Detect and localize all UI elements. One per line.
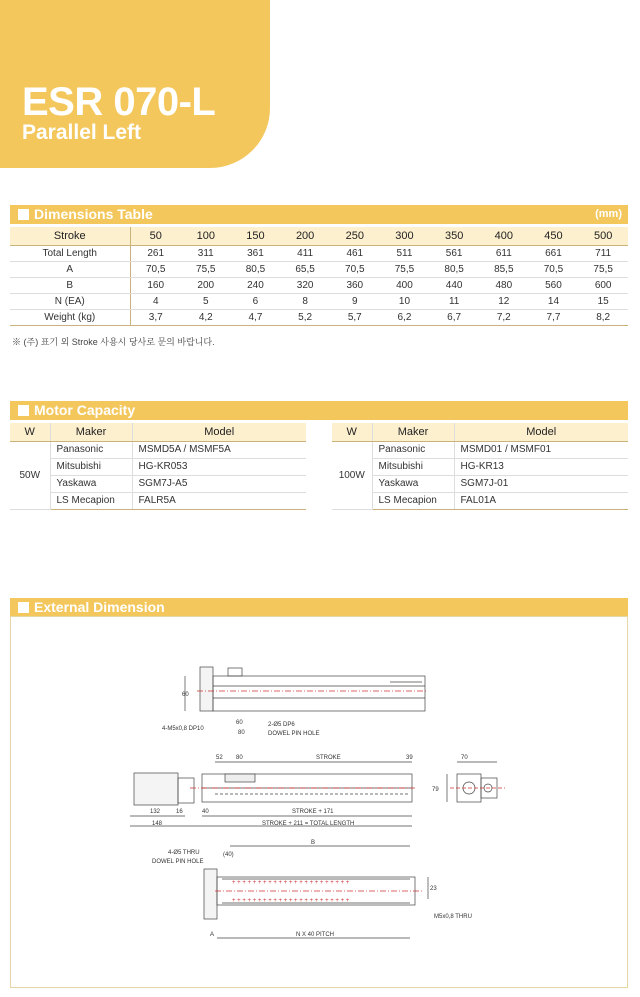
table-cell: 6,2 <box>380 309 430 325</box>
stroke-note: ※ (주) 표기 외 Stroke 사용시 당사로 문의 바랍니다. <box>12 337 215 347</box>
dim-label: 2-Ø5 DP6 <box>268 722 295 728</box>
w-header: W <box>332 423 372 441</box>
unit-label: (mm) <box>595 208 622 220</box>
model-cell: SGM7J-01 <box>454 475 628 492</box>
dim-label: 60 <box>182 692 189 698</box>
table-cell: 8,2 <box>578 309 628 325</box>
dim-label: STROKE + 171 <box>292 809 334 815</box>
dim-label: 80 <box>238 730 245 736</box>
dim-label: 80 <box>236 755 243 761</box>
table-cell: 440 <box>429 277 479 293</box>
table-cell: 5,2 <box>280 309 330 325</box>
motor-section-header <box>10 401 628 420</box>
stroke-col: 400 <box>479 227 529 245</box>
table-row <box>332 458 628 475</box>
stroke-col: 350 <box>429 227 479 245</box>
table-cell: 600 <box>578 277 628 293</box>
dim-label: DOWEL PIN HOLE <box>152 859 204 865</box>
table-cell: 15 <box>578 293 628 309</box>
table-row <box>10 309 628 325</box>
dim-label: 148 <box>152 821 163 827</box>
table-cell: 85,5 <box>479 261 529 277</box>
table-cell: 3,7 <box>130 309 181 325</box>
dim-label: 52 <box>216 755 223 761</box>
dimensions-table <box>10 227 628 326</box>
table-cell: 75,5 <box>578 261 628 277</box>
stroke-col: 300 <box>380 227 430 245</box>
stroke-col: 500 <box>578 227 628 245</box>
hero-banner <box>0 0 270 168</box>
table-cell: 4,2 <box>181 309 231 325</box>
table-cell: 10 <box>380 293 430 309</box>
table-cell: 361 <box>231 245 281 261</box>
stroke-col: 150 <box>231 227 281 245</box>
table-header-row <box>10 423 306 441</box>
table-cell: 461 <box>330 245 380 261</box>
table-row <box>332 475 628 492</box>
row-label: A <box>10 261 130 277</box>
table-row <box>10 245 628 261</box>
table-cell: 160 <box>130 277 181 293</box>
maker-cell: LS Mecapion <box>50 492 132 509</box>
dim-label: 132 <box>150 809 161 815</box>
table-row <box>10 458 306 475</box>
external-dimension-drawing <box>10 616 628 988</box>
maker-cell: Panasonic <box>372 441 454 458</box>
square-icon <box>18 602 29 613</box>
model-cell: HG-KR053 <box>132 458 306 475</box>
table-cell: 7,2 <box>479 309 529 325</box>
wattage-cell: 50W <box>10 441 50 509</box>
table-cell: 661 <box>529 245 579 261</box>
table-cell: 65,5 <box>280 261 330 277</box>
svg-text:+ + + + + + + + + + + + + + +: + + + + + + + + + + + + + + + + + + + + + + + <box>232 880 350 886</box>
dim-label: 39 <box>406 755 413 761</box>
table-cell: 511 <box>380 245 430 261</box>
row-label: Total Length <box>10 245 130 261</box>
dimensions-title: Dimensions Table <box>34 206 153 222</box>
dim-label: STROKE <box>316 755 341 761</box>
stroke-col: 100 <box>181 227 231 245</box>
row-label: N (EA) <box>10 293 130 309</box>
table-cell: 400 <box>380 277 430 293</box>
maker-cell: Mitsubishi <box>372 458 454 475</box>
table-cell: 200 <box>181 277 231 293</box>
table-cell: 311 <box>181 245 231 261</box>
table-cell: 6 <box>231 293 281 309</box>
dim-label: 23 <box>430 886 437 892</box>
table-cell: 320 <box>280 277 330 293</box>
table-header-row <box>10 227 628 245</box>
table-cell: 411 <box>280 245 330 261</box>
dim-label: 60 <box>236 720 243 726</box>
maker-cell: LS Mecapion <box>372 492 454 509</box>
table-cell: 8 <box>280 293 330 309</box>
table-row <box>10 277 628 293</box>
dim-label: 70 <box>461 755 468 761</box>
dim-label: DOWEL PIN HOLE <box>268 731 320 737</box>
table-cell: 75,5 <box>181 261 231 277</box>
table-row <box>10 293 628 309</box>
dim-label: N X 40 PITCH <box>296 932 335 938</box>
table-cell: 5,7 <box>330 309 380 325</box>
dim-label: M5x0,8 THRU <box>434 914 472 920</box>
maker-cell: Panasonic <box>50 441 132 458</box>
dim-label: B <box>311 840 316 846</box>
table-cell: 360 <box>330 277 380 293</box>
stroke-col: 450 <box>529 227 579 245</box>
maker-header: Maker <box>372 423 454 441</box>
w-header: W <box>10 423 50 441</box>
table-cell: 711 <box>578 245 628 261</box>
model-header: Model <box>132 423 306 441</box>
table-cell: 480 <box>479 277 529 293</box>
table-cell: 611 <box>479 245 529 261</box>
dim-label: 79 <box>432 787 439 793</box>
maker-header: Maker <box>50 423 132 441</box>
table-cell: 12 <box>479 293 529 309</box>
maker-cell: Yaskawa <box>50 475 132 492</box>
table-cell: 70,5 <box>529 261 579 277</box>
model-cell: FAL01A <box>454 492 628 509</box>
table-cell: 80,5 <box>429 261 479 277</box>
table-row <box>10 441 306 458</box>
table-cell: 261 <box>130 245 181 261</box>
stroke-col: 50 <box>130 227 181 245</box>
external-title: External Dimension <box>34 599 165 615</box>
motor-title: Motor Capacity <box>34 402 136 418</box>
table-cell: 9 <box>330 293 380 309</box>
table-cell: 70,5 <box>330 261 380 277</box>
motor-table-100w <box>332 423 628 510</box>
dim-label: 40 <box>202 809 209 815</box>
model-cell: FALR5A <box>132 492 306 509</box>
table-row <box>10 475 306 492</box>
model-header: Model <box>454 423 628 441</box>
maker-cell: Yaskawa <box>372 475 454 492</box>
table-cell: 75,5 <box>380 261 430 277</box>
table-cell: 7,7 <box>529 309 579 325</box>
model-cell: MSMD01 / MSMF01 <box>454 441 628 458</box>
motor-table-50w <box>10 423 306 510</box>
dim-label: (40) <box>223 852 234 858</box>
table-cell: 560 <box>529 277 579 293</box>
dim-label: STROKE + 211 = TOTAL LENGTH <box>262 821 355 827</box>
table-cell: 11 <box>429 293 479 309</box>
dim-label: 4-Ø5 THRU <box>168 850 200 856</box>
model-cell: SGM7J-A5 <box>132 475 306 492</box>
motor-block-top <box>200 667 213 711</box>
square-icon <box>18 405 29 416</box>
table-row <box>10 492 306 509</box>
table-cell: 80,5 <box>231 261 281 277</box>
table-cell: 5 <box>181 293 231 309</box>
stroke-col: 250 <box>330 227 380 245</box>
table-cell: 240 <box>231 277 281 293</box>
table-header-row <box>332 423 628 441</box>
square-icon <box>18 209 29 220</box>
dim-label: A <box>210 932 215 938</box>
dimensions-section-header <box>10 205 628 224</box>
model-cell: HG-KR13 <box>454 458 628 475</box>
table-cell: 6,7 <box>429 309 479 325</box>
dim-label: 4-M5x0,8 DP10 <box>162 726 204 732</box>
table-cell: 14 <box>529 293 579 309</box>
row-label: Weight (kg) <box>10 309 130 325</box>
table-cell: 561 <box>429 245 479 261</box>
dim-label: 16 <box>176 809 183 815</box>
row-label: B <box>10 277 130 293</box>
model-cell: MSMD5A / MSMF5A <box>132 441 306 458</box>
table-row <box>332 441 628 458</box>
table-row <box>10 261 628 277</box>
wattage-cell: 100W <box>332 441 372 509</box>
body-top-view <box>213 676 425 711</box>
page-title: ESR 070-L <box>22 80 216 124</box>
table-cell: 4 <box>130 293 181 309</box>
stroke-col: 200 <box>280 227 330 245</box>
external-section-header <box>10 598 628 617</box>
page-subtitle: Parallel Left <box>22 121 142 144</box>
motor-front <box>134 773 178 805</box>
maker-cell: Mitsubishi <box>50 458 132 475</box>
table-cell: 70,5 <box>130 261 181 277</box>
table-cell: 4,7 <box>231 309 281 325</box>
svg-text:+ + + + + + + + + + + + + + +: + + + + + + + + + + + + + + + + + + + + + + + <box>232 898 350 904</box>
table-row <box>332 492 628 509</box>
stroke-header: Stroke <box>10 227 130 245</box>
